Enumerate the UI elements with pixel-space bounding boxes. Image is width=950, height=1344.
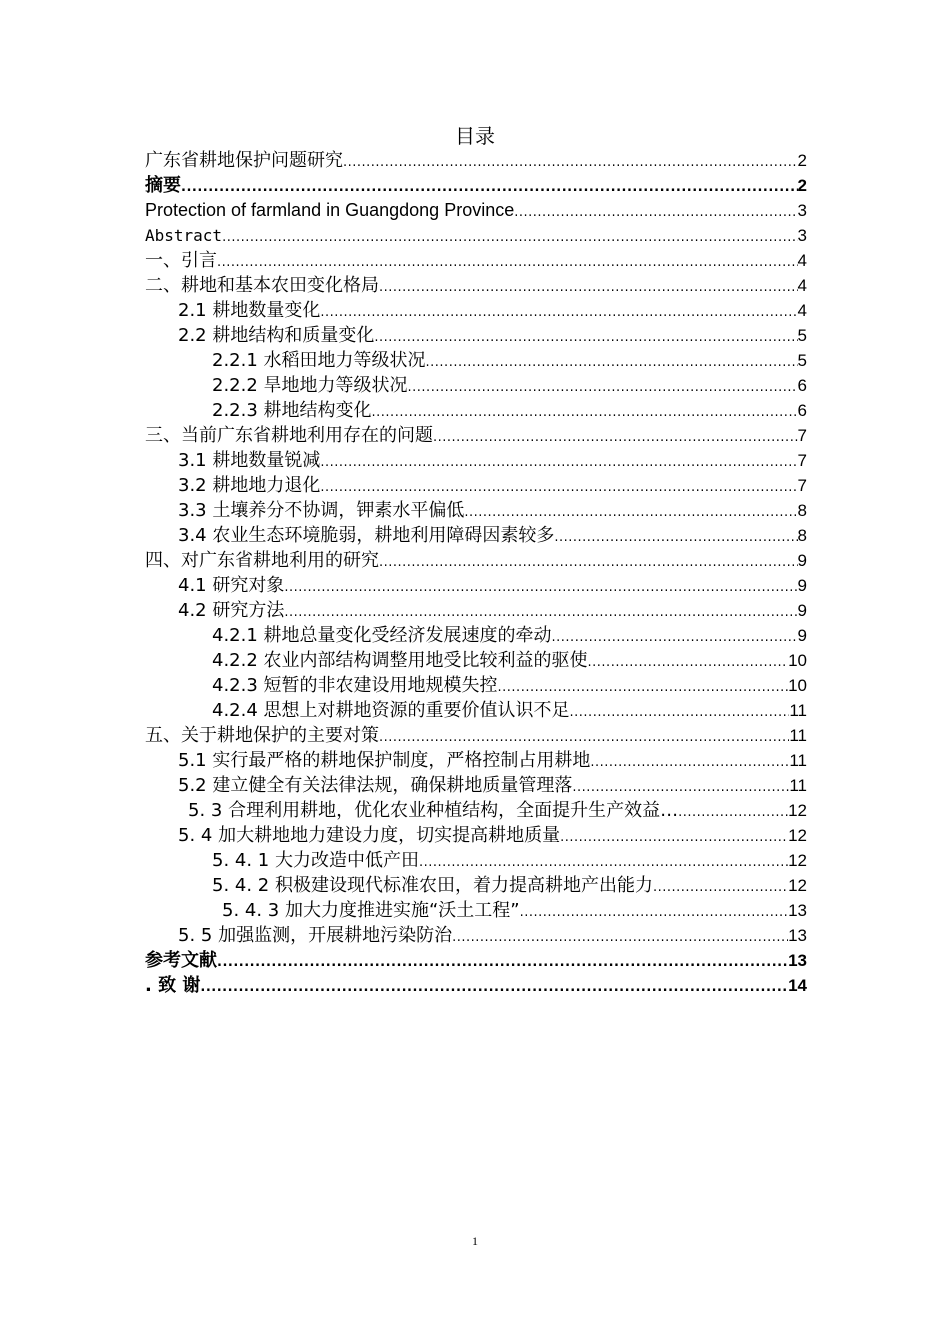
toc-entry-page: 13	[788, 951, 807, 970]
toc-entry-page: 10	[788, 676, 807, 695]
toc-entry-label: 4.2.1 耕地总量变化受经济发展速度的牵动	[212, 625, 552, 646]
toc-entry[interactable]	[178, 598, 807, 623]
toc-entry[interactable]	[145, 223, 807, 248]
toc-entry[interactable]	[145, 248, 807, 273]
toc-entry[interactable]	[212, 398, 807, 423]
dot-leader	[419, 850, 788, 875]
toc-entry[interactable]	[212, 623, 807, 648]
dot-leader	[498, 675, 789, 700]
toc-entry[interactable]	[145, 948, 807, 973]
toc-entry-label: 4.2.2 农业内部结构调整用地受比较利益的驱使	[212, 650, 588, 671]
toc-entry-label: 5.2 建立健全有关法律法规，确保耕地质量管理落	[178, 775, 573, 796]
toc-entry[interactable]	[178, 823, 807, 848]
toc-entry[interactable]	[212, 673, 807, 698]
toc-entry[interactable]	[178, 523, 807, 548]
toc-entry[interactable]	[145, 148, 807, 173]
dot-leader	[284, 575, 797, 600]
toc-entry-page: 3	[797, 226, 807, 245]
toc-entry-label: 5.1 实行最严格的耕地保护制度，严格控制占用耕地	[178, 750, 591, 771]
toc-entry[interactable]	[178, 748, 807, 773]
toc-entry-label: 5. 4. 3 加大力度推进实施“沃土工程”	[222, 900, 520, 921]
toc-entry-page: 11	[789, 751, 807, 770]
toc-entry-page: 8	[797, 501, 807, 520]
toc-entry[interactable]	[178, 298, 807, 323]
toc-entry-label: 参考文献	[145, 950, 217, 971]
toc-entry-page: 13	[788, 901, 807, 920]
dot-leader	[379, 275, 798, 300]
toc-entry[interactable]	[212, 848, 807, 873]
toc-entry-label: 5. 3 合理利用耕地，优化农业种植结构，全面提升生产效益…	[188, 800, 679, 821]
toc-entry[interactable]	[178, 323, 807, 348]
dot-leader	[426, 350, 798, 375]
toc-entry-page: 13	[788, 926, 807, 945]
dot-leader	[320, 475, 797, 500]
dot-leader	[181, 175, 798, 200]
toc-entry-label: 4.2.4 思想上对耕地资源的重要价值认识不足	[212, 700, 570, 721]
toc-entry-page: 11	[789, 776, 807, 795]
dot-leader	[343, 150, 798, 175]
toc-entry-page: 12	[788, 851, 807, 870]
toc-entry-page: 9	[797, 576, 807, 595]
dot-leader	[372, 400, 798, 425]
toc-entry-label: 3.1 耕地数量锐减	[178, 450, 321, 471]
toc-entry-page: 10	[788, 651, 807, 670]
toc-entry[interactable]	[222, 898, 807, 923]
toc-entry-label: 五、关于耕地保护的主要对策	[145, 725, 379, 746]
toc-entry[interactable]	[212, 348, 807, 373]
toc-entry-label: 3.3 土壤养分不协调，钾素水平偏低	[178, 500, 465, 521]
toc-entry-page: 12	[788, 876, 807, 895]
toc-entry-page: 4	[797, 251, 807, 270]
toc-entry-label: 5. 4 加大耕地地力建设力度，切实提高耕地质量	[178, 825, 561, 846]
toc-entry-page: 9	[797, 626, 807, 645]
toc-entry-page: 7	[797, 476, 807, 495]
toc-entry-page: 7	[797, 451, 807, 470]
toc-entry-label: 5. 4. 2 积极建设现代标准农田，着力提高耕地产出能力	[212, 875, 653, 896]
toc-entry-page: 9	[797, 551, 807, 570]
dot-leader	[222, 225, 797, 250]
dot-leader	[320, 450, 797, 475]
toc-entry[interactable]	[178, 448, 807, 473]
toc-entry-page: 9	[797, 601, 807, 620]
toc-entry[interactable]	[212, 698, 807, 723]
toc-entry[interactable]	[145, 973, 807, 998]
toc-entry[interactable]	[178, 773, 807, 798]
toc-entry[interactable]	[178, 498, 807, 523]
page-number: 1	[472, 1234, 478, 1248]
toc-entry[interactable]	[178, 573, 807, 598]
dot-leader	[464, 500, 797, 525]
dot-leader	[572, 775, 789, 800]
toc-entry-label: Abstract	[145, 226, 223, 245]
dot-leader	[560, 825, 788, 850]
toc-entry-label: 2.2.3 耕地结构变化	[212, 400, 372, 421]
toc-entry[interactable]	[145, 723, 807, 748]
toc-entry-page: 6	[797, 376, 807, 395]
dot-leader	[590, 750, 789, 775]
toc-entry-label: 四、对广东省耕地利用的研究	[145, 550, 379, 571]
toc-entry-label: 4.2.3 短暂的非农建设用地规模失控	[212, 675, 498, 696]
dot-leader	[284, 600, 797, 625]
toc-entry-label: . 致 谢	[145, 975, 201, 996]
dot-leader	[379, 550, 798, 575]
dot-leader	[552, 625, 798, 650]
toc-entry-label: 2.2.1 水稻田地力等级状况	[212, 350, 426, 371]
toc-entry-label: 3.4 农业生态环境脆弱，耕地利用障碍因素较多	[178, 525, 555, 546]
toc-entry-label: 一、引言	[145, 250, 217, 271]
toc-entry-page: 7	[797, 426, 807, 445]
toc-entry-label: Protection of farmland in Guangdong Province	[145, 200, 515, 220]
toc-entry[interactable]	[212, 373, 807, 398]
toc-entry[interactable]	[178, 923, 807, 948]
toc-entry[interactable]	[145, 548, 807, 573]
dot-leader	[379, 725, 789, 750]
toc-entry[interactable]	[212, 648, 807, 673]
toc-entry-page: 11	[789, 726, 807, 745]
dot-leader	[452, 925, 788, 950]
toc-entry-label: 2.2.2 旱地地力等级状况	[212, 375, 408, 396]
toc-entry-page: 2	[797, 176, 807, 195]
toc-entry-label: 5. 4. 1 大力改造中低产田	[212, 850, 419, 871]
toc-entry-label: 3.2 耕地地力退化	[178, 475, 321, 496]
toc-entry[interactable]	[145, 173, 807, 198]
dot-leader	[588, 650, 789, 675]
toc-entry-label: 5. 5 加强监测，开展耕地污染防治	[178, 925, 453, 946]
toc-entry[interactable]	[145, 273, 807, 298]
dot-leader	[320, 300, 797, 325]
toc-entry-page: 4	[797, 301, 807, 320]
dot-leader	[408, 375, 798, 400]
toc-entry-label: 二、耕地和基本农田变化格局	[145, 275, 379, 296]
toc-entry-page: 3	[797, 201, 807, 220]
toc-entry-label: 广东省耕地保护问题研究	[145, 150, 343, 171]
dot-leader	[570, 700, 790, 725]
toc-entry[interactable]	[178, 473, 807, 498]
dot-leader	[217, 250, 798, 275]
toc-entry-page: 12	[788, 801, 807, 820]
toc-entry-label: 4.1 研究对象	[178, 575, 285, 596]
dot-leader	[200, 975, 788, 1000]
toc-entry[interactable]	[145, 198, 807, 223]
toc-entry-label: 三、当前广东省耕地利用存在的问题	[145, 425, 433, 446]
toc-entry[interactable]	[145, 423, 807, 448]
toc-entry-page: 4	[797, 276, 807, 295]
toc-entry-page: 6	[797, 401, 807, 420]
dot-leader	[678, 800, 788, 825]
dot-leader	[554, 525, 797, 550]
toc-entry-page: 8	[797, 526, 807, 545]
dot-leader	[514, 200, 797, 225]
toc-entry-page: 12	[788, 826, 807, 845]
toc-entry-page: 5	[797, 326, 807, 345]
toc-entry-page: 11	[789, 701, 807, 720]
toc-entry-label: 2.2 耕地结构和质量变化	[178, 325, 375, 346]
dot-leader	[217, 950, 788, 975]
dot-leader	[520, 900, 788, 925]
toc-title: 目录	[455, 124, 495, 148]
toc-entry-label: 摘要	[145, 175, 181, 196]
dot-leader	[374, 325, 797, 350]
dot-leader	[653, 875, 788, 900]
toc-entry-page: 5	[797, 351, 807, 370]
toc-entry-page: 14	[788, 976, 807, 995]
dot-leader	[433, 425, 798, 450]
toc-entry-label: 4.2 研究方法	[178, 600, 285, 621]
toc-entry[interactable]	[212, 873, 807, 898]
toc-entry[interactable]	[188, 798, 807, 823]
toc-entry-label: 2.1 耕地数量变化	[178, 300, 321, 321]
toc-entry-page: 2	[797, 151, 807, 170]
